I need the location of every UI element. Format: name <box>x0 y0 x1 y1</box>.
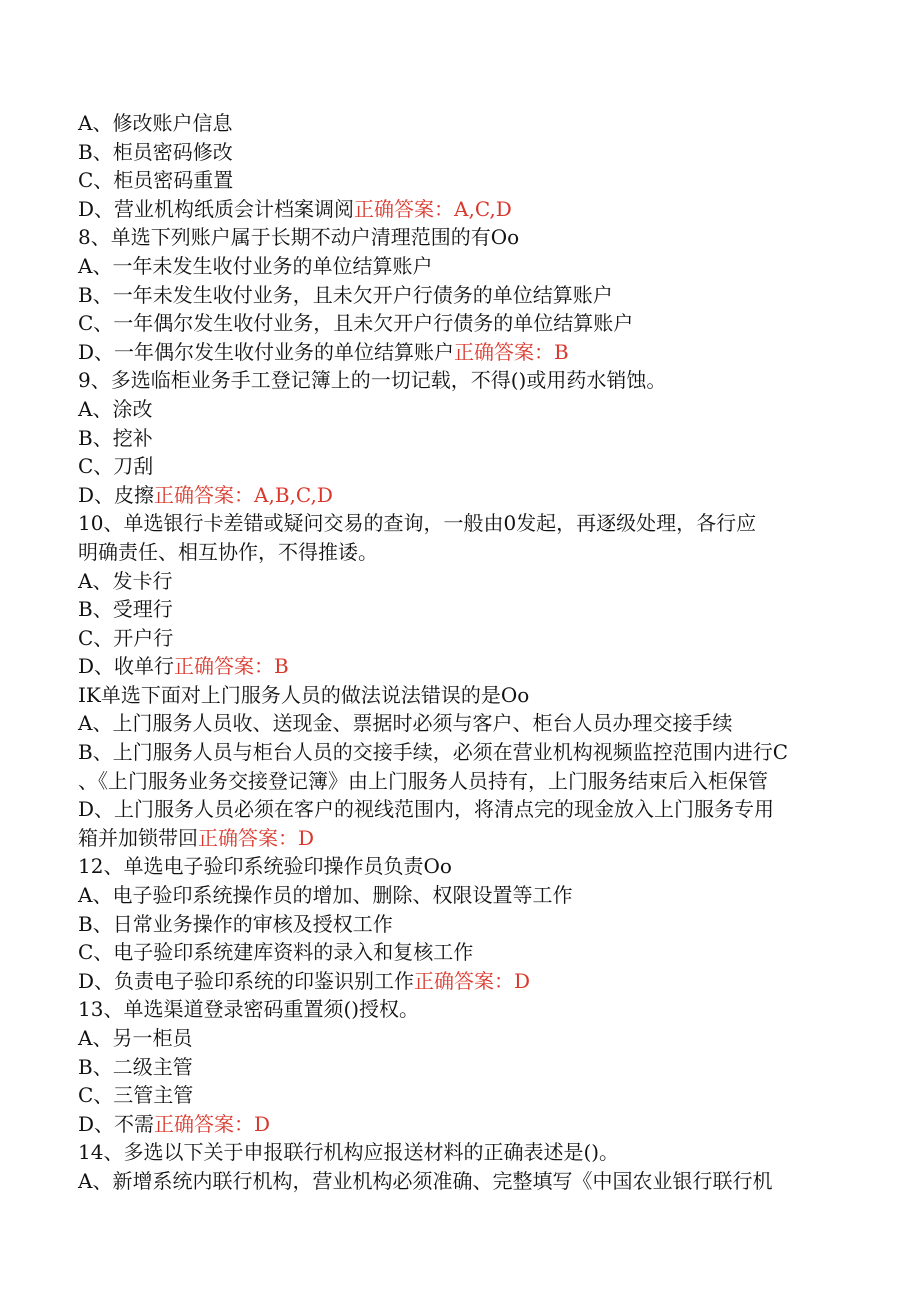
line-text: A、发卡行 <box>78 568 173 593</box>
correct-answer: 正确答案：D <box>414 968 531 993</box>
line-text: B、一年未发生收付业务，且未欠开户行债务的单位结算账户 <box>78 282 613 307</box>
line-text: C、柜员密码重置 <box>78 168 234 193</box>
text-line <box>78 1167 858 1196</box>
text-line <box>78 1138 858 1167</box>
line-text: IK单选下面对上门服务人员的做法说法错误的是Oo <box>78 682 530 707</box>
line-text: A、修改账户信息 <box>78 111 233 135</box>
text-line <box>78 795 858 824</box>
text-line <box>78 309 858 338</box>
line-text: D、不需 <box>78 1111 155 1136</box>
line-text: D、一年偶尔发生收付业务的单位结算账户 <box>78 339 455 364</box>
text-line <box>78 652 858 681</box>
text-line <box>78 852 858 881</box>
text-line <box>78 366 858 395</box>
text-line <box>78 395 858 424</box>
text-line <box>78 509 858 538</box>
text-line <box>78 338 858 367</box>
text-line <box>78 424 858 453</box>
correct-answer: 正确答案：A,B,C,D <box>154 482 333 507</box>
line-text: D、上门服务人员必须在客户的视线范围内，将清点完的现金放入上门服务专用 <box>78 797 775 822</box>
correct-answer: 正确答案：B <box>174 654 289 679</box>
text-line <box>78 624 858 653</box>
line-text: B、日常业务操作的审核及授权工作 <box>78 911 393 936</box>
text-line <box>78 967 858 996</box>
line-text: 9、多选临柜业务手工登记簿上的一切记载，不得()或用药水销蚀。 <box>78 368 667 393</box>
text-line <box>78 1053 858 1082</box>
line-text: 14、多选以下关于申报联行机构应报送材料的正确表述是()。 <box>78 1140 620 1165</box>
text-line <box>78 1081 858 1110</box>
text-line <box>78 452 858 481</box>
line-text: 12、单选电子验印系统验印操作员负责Oo <box>78 854 452 879</box>
line-text: B、上门服务人员与柜台人员的交接手续，必须在营业机构视频监控范围内进行C <box>78 740 788 765</box>
text-line <box>78 138 858 167</box>
correct-answer: 正确答案：D <box>198 825 315 850</box>
correct-answer: 正确答案：D <box>154 1111 271 1136</box>
text-line <box>78 910 858 939</box>
text-line <box>78 824 858 853</box>
line-text: 明确责任、相互协作，不得推诿。 <box>78 539 378 564</box>
line-text: B、受理行 <box>78 597 173 622</box>
text-line <box>78 938 858 967</box>
text-line <box>78 223 858 252</box>
line-text: 8、单选下列账户属于长期不动户清理范围的有Oo <box>78 225 520 250</box>
line-text: A、新增系统内联行机构，营业机构必须准确、完整填写《中国农业银行联行机 <box>78 1168 773 1193</box>
line-text: C、三管主管 <box>78 1083 194 1108</box>
text-line <box>78 881 858 910</box>
text-line <box>78 1110 858 1139</box>
correct-answer: 正确答案：A,C,D <box>354 196 512 221</box>
text-line <box>78 767 858 796</box>
line-text: 、《上门服务业务交接登记簿》由上门服务人员持有，上门服务结束后入柜保管 <box>78 768 768 793</box>
line-text: B、柜员密码修改 <box>78 139 233 164</box>
text-line <box>78 281 858 310</box>
line-text: C、开户行 <box>78 625 174 650</box>
text-line <box>78 481 858 510</box>
text-line <box>78 738 858 767</box>
line-text: D、负责电子验印系统的印鉴识别工作 <box>78 968 415 993</box>
text-line <box>78 538 858 567</box>
line-text: C、刀刮 <box>78 454 154 479</box>
line-text: B、挖补 <box>78 425 153 450</box>
text-line <box>78 252 858 281</box>
line-text: D、皮擦 <box>78 482 155 507</box>
line-text: 13、单选渠道登录密码重置须()授权。 <box>78 997 420 1022</box>
text-line <box>78 681 858 710</box>
line-text: B、二级主管 <box>78 1054 193 1079</box>
line-text: D、营业机构纸质会计档案调阅 <box>78 196 355 221</box>
correct-answer: 正确答案：B <box>454 339 569 364</box>
text-line <box>78 595 858 624</box>
line-text: A、上门服务人员收、送现金、票据时必须与客户、柜台人员办理交接手续 <box>78 711 733 736</box>
document-page <box>78 109 858 1196</box>
line-text: C、电子验印系统建库资料的录入和复核工作 <box>78 940 474 965</box>
line-text: 10、单选银行卡差错或疑问交易的查询，一般由0发起，再逐级处理，各行应 <box>78 511 757 536</box>
text-line <box>78 1024 858 1053</box>
line-text: A、一年未发生收付业务的单位结算账户 <box>78 253 433 278</box>
line-text: D、收单行 <box>78 654 175 679</box>
line-text: 箱并加锁带回 <box>78 825 198 850</box>
text-line <box>78 109 858 138</box>
line-text: A、另一柜员 <box>78 1026 193 1050</box>
line-text: A、电子验印系统操作员的增加、删除、权限设置等工作 <box>78 883 573 908</box>
text-line <box>78 567 858 596</box>
text-line <box>78 995 858 1024</box>
line-text: A、涂改 <box>78 396 153 421</box>
text-line <box>78 195 858 224</box>
line-text: C、一年偶尔发生收付业务，且未欠开户行债务的单位结算账户 <box>78 311 634 336</box>
text-line <box>78 709 858 738</box>
text-line <box>78 166 858 195</box>
